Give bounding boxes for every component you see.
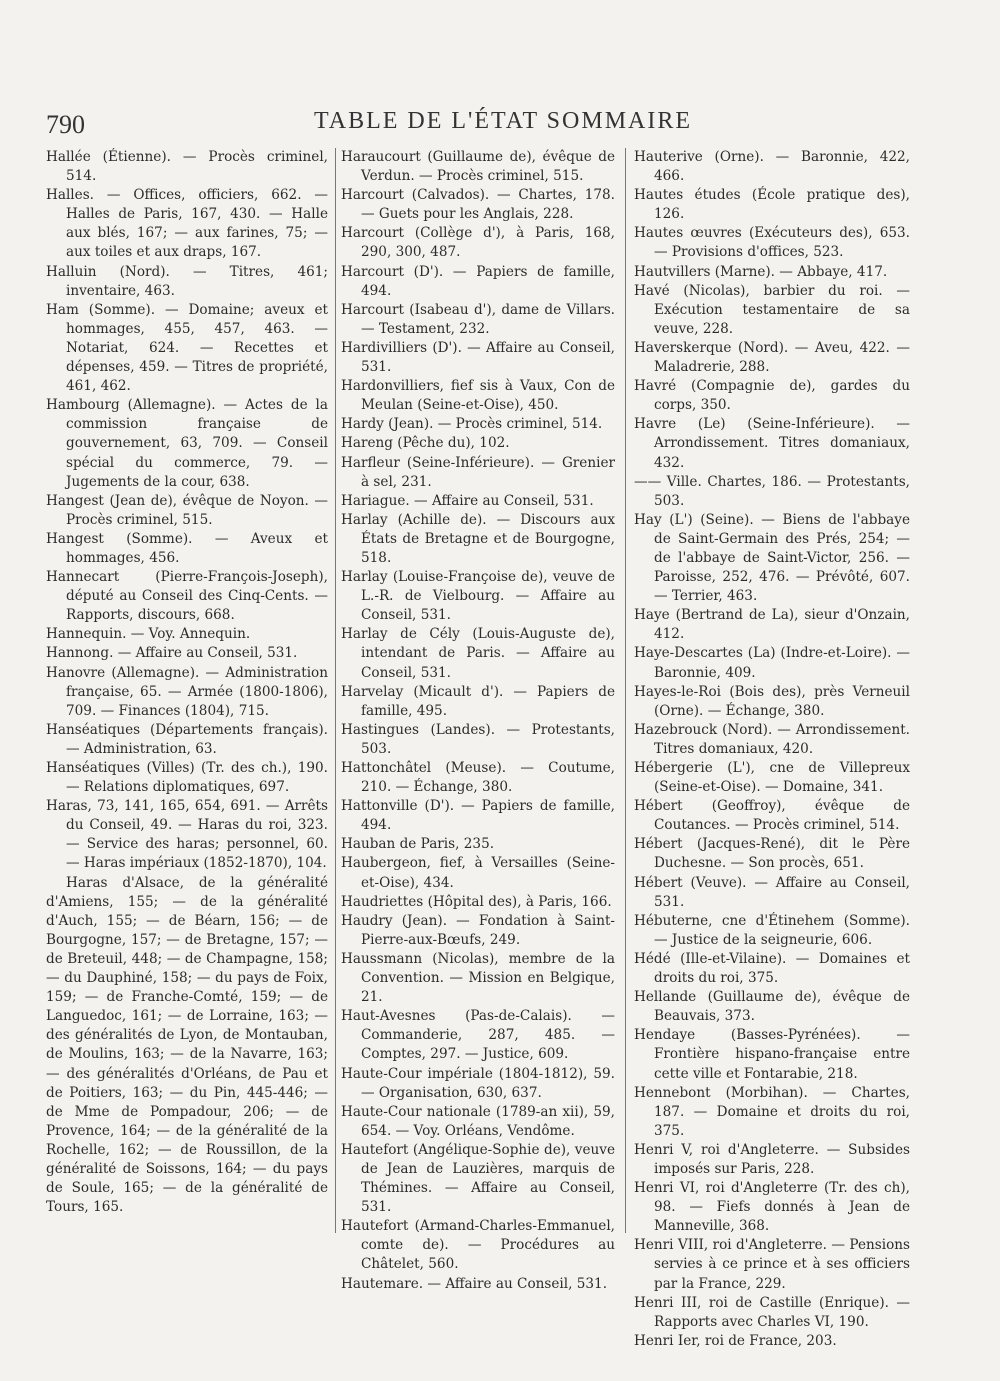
index-entry: Hanséatiques (Villes) (Tr. des ch.), 190. — Relations diplomatiques, 697. xyxy=(46,760,328,796)
index-entry: Hambourg (Allemagne). — Actes de la commission française de gouvernement, 63, 709. — Conseil spécial du commerce, 79. — Jugements de la cour, 638. xyxy=(46,397,328,490)
index-entry: Hay (L') (Seine). — Biens de l'abbaye de Saint-Germain des Prés, 254; — de l'abbaye de Saint-Victor, 256. — Paroisse, 252, 476. — Prévôté, 607. — Terrier, 463. xyxy=(634,511,910,605)
index-entry: Hennebont (Morbihan). — Chartes, 187. — Domaine et droits du roi, 375. xyxy=(634,1084,910,1139)
page-title: TABLE DE L'ÉTAT SOMMAIRE xyxy=(314,108,693,134)
index-entry: Hébert (Veuve). — Affaire au Conseil, 531. xyxy=(634,874,910,910)
index-entry: Halluin (Nord). — Titres, 461; inventaire, 463. xyxy=(46,263,328,299)
index-entry: Hébert (Geoffroy), évêque de Coutances. — Procès criminel, 514. xyxy=(634,798,910,834)
index-entry: Hangest (Jean de), évêque de Noyon. — Procès criminel, 515. xyxy=(46,492,328,528)
index-entry: Hangest (Somme). — Aveux et hommages, 456. xyxy=(46,530,328,566)
index-entry: Harfleur (Seine-Inférieure). — Grenier à sel, 231. xyxy=(341,454,615,490)
index-entry: Haudriettes (Hôpital des), à Paris, 166. xyxy=(341,893,612,910)
index-entry: Harlay (Louise-Françoise de), veuve de L.-R. de Vielbourg. — Affaire au Conseil, 531. xyxy=(341,569,615,624)
index-entry: Hastingues (Landes). — Protestants, 503. xyxy=(341,721,615,757)
index-entry: Haudry (Jean). — Fondation à Saint-Pierre-aux-Bœufs, 249. xyxy=(341,912,615,948)
index-entry: Hayes-le-Roi (Bois des), près Verneuil (Orne). — Échange, 380. xyxy=(634,683,910,719)
index-entry: Hendaye (Basses-Pyrénées). — Frontière hispano-française entre cette ville et Fontarabie, 218. xyxy=(634,1027,910,1082)
index-entry: Hautes études (École pratique des), 126. xyxy=(634,187,910,223)
index-entry: Henri V, roi d'Angleterre. — Subsides imposés sur Paris, 228. xyxy=(634,1141,910,1177)
page-number: 790 xyxy=(46,110,85,139)
index-entry: Haverskerque (Nord). — Aveu, 422. — Maladrerie, 288. xyxy=(634,339,910,376)
index-entry: Hellande (Guillaume de), évêque de Beauvais, 373. xyxy=(634,989,910,1025)
column-divider xyxy=(335,148,336,1233)
index-entry: Henri VI, roi d'Angleterre (Tr. des ch), 98. — Fiefs donnés à Jean de Manneville, 368. xyxy=(634,1180,910,1235)
index-entry: Hébergerie (L'), cne de Villepreux (Seine-et-Oise). — Domaine, 341. xyxy=(634,760,910,796)
index-entry: Hébert (Jacques-René), dit le Père Duchesne. — Son procès, 651. xyxy=(634,836,910,872)
index-entry: Hardy (Jean). — Procès criminel, 514. xyxy=(341,416,603,433)
index-entry: Hautemare. — Affaire au Conseil, 531. xyxy=(341,1275,608,1292)
index-entry: Hannequin. — Voy. Annequin. xyxy=(46,626,251,643)
index-entry: Henri Ier, roi de France, 203. xyxy=(634,1332,837,1349)
index-entry: Henri III, roi de Castille (Enrique). — Rapports avec Charles VI, 190. xyxy=(634,1294,910,1330)
index-entry: Hattonville (D'). — Papiers de famille, 494. xyxy=(341,798,615,834)
index-entry: Hardivilliers (D'). — Affaire au Conseil, 531. xyxy=(341,339,615,376)
index-entry: Hannecart (Pierre-François-Joseph), député au Conseil des Cinq-Cents. — Rapports, discours, 668. xyxy=(46,569,328,624)
index-entry: Haute-Cour impériale (1804-1812), 59. — Organisation, 630, 637. xyxy=(341,1065,615,1101)
index-column-1 xyxy=(46,148,328,1217)
index-entry: Halles. — Offices, officiers, 662. — Halles de Paris, 167, 430. — Halle aux blés, 167; — aux farines, 75; — aux toiles et aux draps, 167. xyxy=(46,187,328,261)
index-entry: Haye (Bertrand de La), sieur d'Onzain, 412. xyxy=(634,607,910,643)
index-entry: Haute-Cour nationale (1789-an xii), 59, 654. — Voy. Orléans, Vendôme. xyxy=(341,1103,615,1139)
index-entry: Hanséatiques (Départements français). — Administration, 63. xyxy=(46,721,328,757)
index-entry: Havé (Nicolas), barbier du roi. — Exécution testamentaire de sa veuve, 228. xyxy=(634,282,910,337)
index-entry: Hariague. — Affaire au Conseil, 531. xyxy=(341,492,594,509)
index-entry: Hauterive (Orne). — Baronnie, 422, 466. xyxy=(634,149,910,185)
index-entry: Hauban de Paris, 235. xyxy=(341,836,495,853)
index-entry: Harcourt (Collège d'), à Paris, 168, 290, 300, 487. xyxy=(341,225,615,261)
index-entry: Harlay de Cély (Louis-Auguste de), intendant de Paris. — Affaire au Conseil, 531. xyxy=(341,626,615,681)
index-entry: Hautvillers (Marne). — Abbaye, 417. xyxy=(634,263,888,280)
index-entry: Haye-Descartes (La) (Indre-et-Loire). — Baronnie, 409. xyxy=(634,645,910,681)
index-column-2 xyxy=(341,148,615,1294)
index-entry: Hautes œuvres (Exécuteurs des), 653. — Provisions d'offices, 523. xyxy=(634,225,910,261)
index-entry: Ham (Somme). — Domaine; aveux et hommages, 455, 457, 463. — Notariat, 624. — Recettes et dépenses, 459. — Titres de propriété, 461, 462. xyxy=(46,301,328,395)
index-column-3 xyxy=(634,148,910,1351)
index-entry: Hardonvilliers, fief sis à Vaux, Con de Meulan (Seine-et-Oise), 450. xyxy=(341,378,615,414)
index-entry: Havré (Compagnie de), gardes du corps, 350. xyxy=(634,378,910,414)
index-entry: Haut-Avesnes (Pas-de-Calais). — Commanderie, 287, 485. — Comptes, 297. — Justice, 609. xyxy=(341,1008,615,1063)
index-entry: Hédé (Ille-et-Vilaine). — Domaines et droits du roi, 375. xyxy=(634,950,910,987)
index-entry: Hanovre (Allemagne). — Administration française, 65. — Armée (1800-1806), 709. — Finances (1804), 715. xyxy=(46,664,328,719)
index-entry: Hébuterne, cne d'Étinehem (Somme). — Justice de la seigneurie, 606. xyxy=(634,912,910,948)
index-entry: Haraucourt (Guillaume de), évêque de Verdun. — Procès criminel, 515. xyxy=(341,149,615,185)
index-entry: Hareng (Pêche du), 102. xyxy=(341,435,510,452)
index-entry: Harvelay (Micault d'). — Papiers de famille, 495. xyxy=(341,683,615,719)
index-entry: Hazebrouck (Nord). — Arrondissement. Titres domaniaux, 420. xyxy=(634,721,910,757)
index-entry: Harcourt (Calvados). — Chartes, 178. — Guets pour les Anglais, 228. xyxy=(341,187,615,223)
index-entry: Harlay (Achille de). — Discours aux États de Bretagne et de Bourgogne, 518. xyxy=(341,511,615,566)
index-entry: Hannong. — Affaire au Conseil, 531. xyxy=(46,645,298,662)
index-entry: Hautefort (Armand-Charles-Emmanuel, comte de). — Procédures au Châtelet, 560. xyxy=(341,1218,615,1273)
index-entry: Haras, 73, 141, 165, 654, 691. — Arrêts du Conseil, 49. — Haras du roi, 323. — Service des haras; personnel, 60. — Haras impériaux (1852-1870), 104. xyxy=(46,798,328,872)
index-entry: Harcourt (D'). — Papiers de famille, 494. xyxy=(341,263,615,299)
index-entry: Haubergeon, fief, à Versailles (Seine-et-Oise), 434. xyxy=(341,855,615,891)
index-entry: Haussmann (Nicolas), membre de la Convention. — Mission en Belgique, 21. xyxy=(341,950,615,1006)
index-entry: Henri VIII, roi d'Angleterre. — Pensions servies à ce prince et à ses officiers par la France, 229. xyxy=(634,1237,910,1292)
index-entry: Haras d'Alsace, de la généralité d'Amiens, 155; — de la généralité d'Auch, 155; — de Béarn, 156; — de Bourgogne, 157; — de Bretagne, 157; — de Breteuil, 448; — de Champagne, 158; — du Dauphiné, 158; — du pays de Foix, 159; — de Franche-Comté, 159; — de Languedoc, 161; — de Lorraine, 163; — des généralités de Lyon, de Montauban, de Moulins, 163; — de la Navarre, 163; — des généralités d'Orléans, de Pau et de Poitiers, 163; — du Pin, 445-446; — de Mme de Pompadour, 206; — de Provence, 164; — de la généralité de la Rochelle, 162; — de Roussillon, de la généralité de Soissons, 164; — du pays de Soule, 165; — de la généralité de Tours, 165. xyxy=(46,874,328,1216)
column-divider xyxy=(625,148,626,1233)
index-entry: Hallée (Étienne). — Procès criminel, 514. xyxy=(46,149,328,185)
index-entry: Harcourt (Isabeau d'), dame de Villars. — Testament, 232. xyxy=(341,301,615,337)
index-entry: —— Ville. Chartes, 186. — Protestants, 503. xyxy=(634,473,910,509)
index-entry: Hattonchâtel (Meuse). — Coutume, 210. — Échange, 380. xyxy=(341,760,615,796)
index-entry: Havre (Le) (Seine-Inférieure). — Arrondissement. Titres domaniaux, 432. xyxy=(634,416,910,471)
index-entry: Hautefort (Angélique-Sophie de), veuve de Jean de Lauzières, marquis de Thémines. — Affaire au Conseil, 531. xyxy=(341,1141,615,1216)
